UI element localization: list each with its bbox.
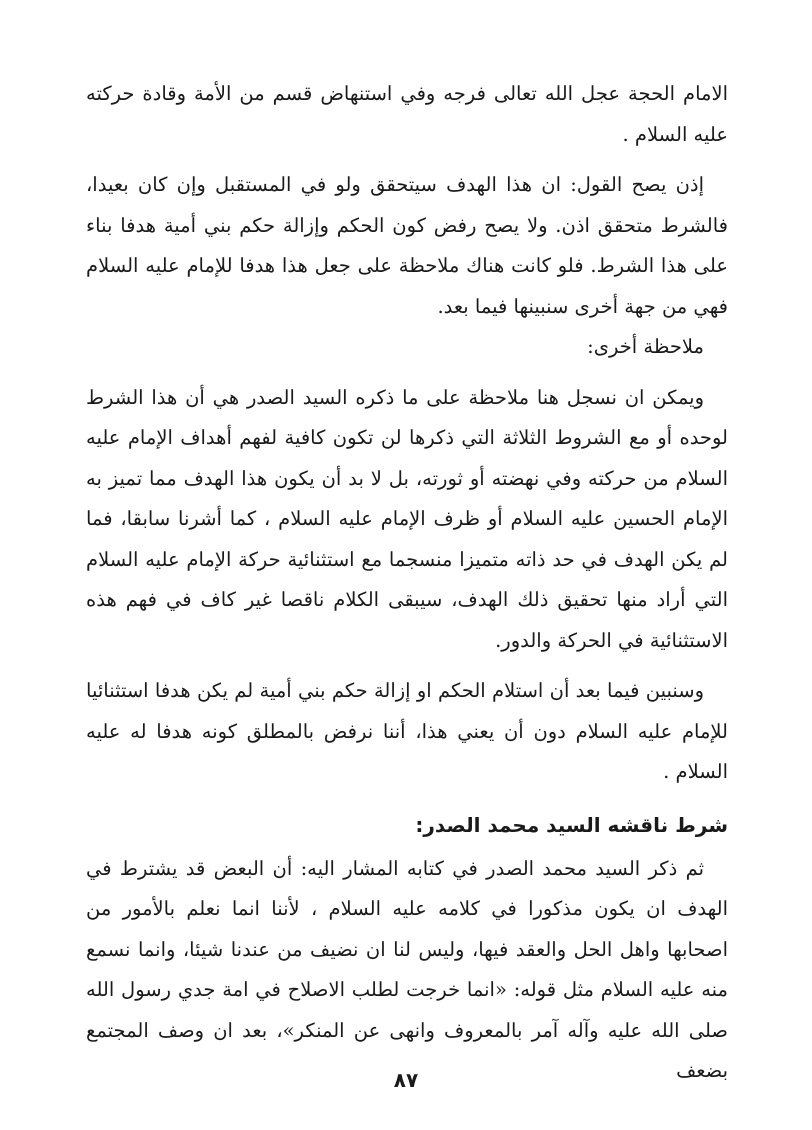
page-number: ٨٧ (393, 1068, 419, 1092)
paragraph-3-subheading: ملاحظة أخرى: (587, 335, 704, 358)
paragraph-4: ويمكن ان نسجل هنا ملاحظة على ما ذكره السيد الصدر هي أن هذا الشرط لوحده أو مع الشروط الثلاثة التي ذكرها لن تكون كافية لفهم أهداف الإمام عليه السلام من حركته وفي نهضته أو ثورته، بل لا بد أن يكون هذا الهدف مما تميز به الإمام الحسين عليه السلام أو ظرف الإمام عليه السلام ، كما أشرنا سابقا، فما لم يكن الهدف في حد ذاته متميزا منسجما مع استثنائية حركة الإمام عليه السلام التي أراد منها تحقيق ذلك الهدف، سيبقى الكلام ناقصا غير كاف في فهم هذه الاستثنائية في الحركة والدور. (86, 385, 728, 652)
paragraph-gap (86, 793, 728, 803)
paragraph-5: وسنبين فيما بعد أن استلام الحكم او إزالة حكم بني أمية لم يكن هدفا استثنائيا للإمام عليه السلام دون أن يعني هذا، أننا نرفض بالمطلق كونه هدفا له عليه السلام . (86, 679, 728, 783)
page-body (86, 74, 728, 1092)
paragraph-1: الامام الحجة عجل الله تعالى فرجه وفي استنهاض قسم من الأمة وقادة حركته عليه السلام . (86, 82, 728, 146)
section-heading: شرط ناقشه السيد محمد الصدر: (415, 812, 728, 837)
paragraph-gap (86, 661, 728, 671)
paragraph-gap (86, 155, 728, 165)
paragraph-6: ثم ذكر السيد محمد الصدر في كتابه المشار اليه: أن البعض قد يشترط في الهدف ان يكون مذكورا في كلامه عليه السلام ، لأننا انما نعلم بالأمور من اصحابها واهل الحل والعقد فيها، وليس لنا ان نضيف من عندنا شيئا، وانما نسمع منه عليه السلام مثل قوله: «انما خرجت لطلب الاصلاح في امة جدي رسول الله صلى الله عليه وآله آمر بالمعروف وانهى عن المنكر»، بعد ان وصف المجتمع بضعف (86, 856, 728, 1082)
paragraph-gap (86, 368, 728, 378)
paragraph-2: إذن يصح القول: ان هذا الهدف سيتحقق ولو في المستقبل وإن كان بعيدا، فالشرط متحقق اذن. ولا يصح رفض كون الحكم وإزالة حكم بني أمية هدفا بناء على هذا الشرط. فلو كانت هناك ملاحظة على جعل هذا هدفا للإمام عليه السلام فهي من جهة أخرى سنبينها فيما بعد. (86, 173, 728, 318)
